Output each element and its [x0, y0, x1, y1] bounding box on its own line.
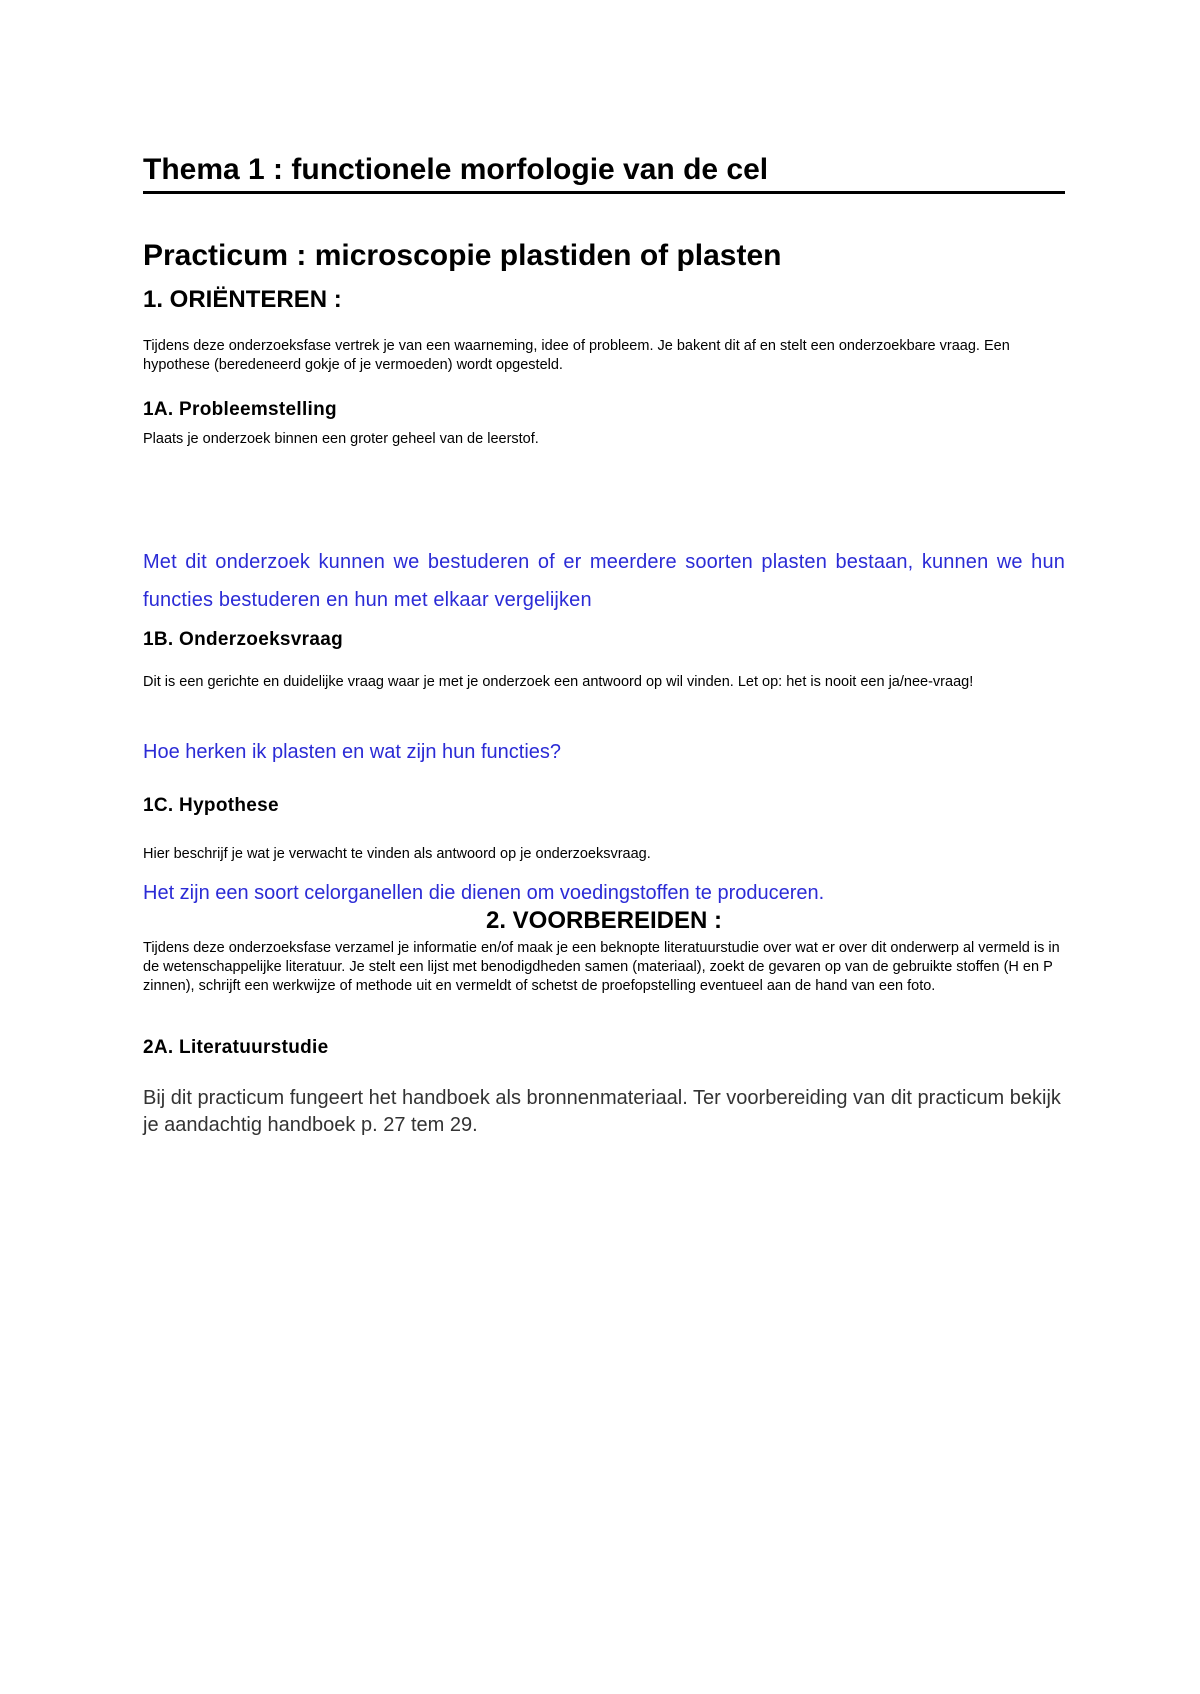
section-2-heading: 2. VOORBEREIDEN :	[485, 907, 723, 934]
hypothesis-heading: 1C. Hypothese	[143, 795, 279, 816]
problem-statement-heading: 1A. Probleemstelling	[143, 399, 337, 420]
practicum-title: Practicum : microscopie plastiden of plasten	[143, 239, 782, 272]
document-title: Thema 1 : functionele morfologie van de cel	[143, 150, 1065, 194]
problem-statement-answer: Met dit onderzoek kunnen we bestuderen of er meerdere soorten plasten bestaan, kunnen we hun functies bestuderen en hun met elkaar vergelijken	[143, 551, 1065, 611]
research-question-answer: Hoe herken ik plasten en wat zijn hun functies?	[143, 741, 562, 763]
literature-study-body: Bij dit practicum fungeert het handboek als bronnenmateriaal. Ter voorbereiding van dit practicum bekijk je aandachtig handboek p. 27 tem 29.	[143, 1087, 1061, 1136]
hypothesis-instruction: Hier beschrijf je wat je verwacht te vinden als antwoord op je onderzoeksvraag.	[143, 846, 651, 862]
problem-statement-instruction: Plaats je onderzoek binnen een groter geheel van de leerstof.	[143, 431, 539, 447]
research-question-heading: 1B. Onderzoeksvraag	[143, 629, 344, 650]
section-2-intro: Tijdens deze onderzoeksfase verzamel je informatie en/of maak je een beknopte literatuurstudie over wat er over dit onderwerp al vermeld is in de wetenschappelijke literatuur. Je stelt een lijst met benodigdheden samen (materiaal), zoekt de gevaren op van de gebruikte stoffen (H en P zinnen), schrijft een werkwijze of methode uit en vermeldt of schetst de proefopstelling eventueel aan de hand van een foto.	[143, 940, 1060, 994]
literature-study-heading: 2A. Literatuurstudie	[143, 1037, 329, 1058]
hypothesis-answer: Het zijn een soort celorganellen die dienen om voedingstoffen te produceren.	[143, 882, 825, 904]
section-1-intro: Tijdens deze onderzoeksfase vertrek je van een waarneming, idee of probleem. Je bakent dit af en stelt een onderzoekbare vraag. Een hypothese (beredeneerd gokje of je vermoeden) wordt opgesteld.	[143, 338, 1010, 373]
research-question-instruction: Dit is een gerichte en duidelijke vraag waar je met je onderzoek een antwoord op wil vinden. Let op: het is nooit een ja/nee-vraag!	[143, 674, 974, 690]
document-page	[143, 0, 1065, 1694]
section-1-heading: 1. ORIËNTEREN :	[143, 286, 342, 313]
